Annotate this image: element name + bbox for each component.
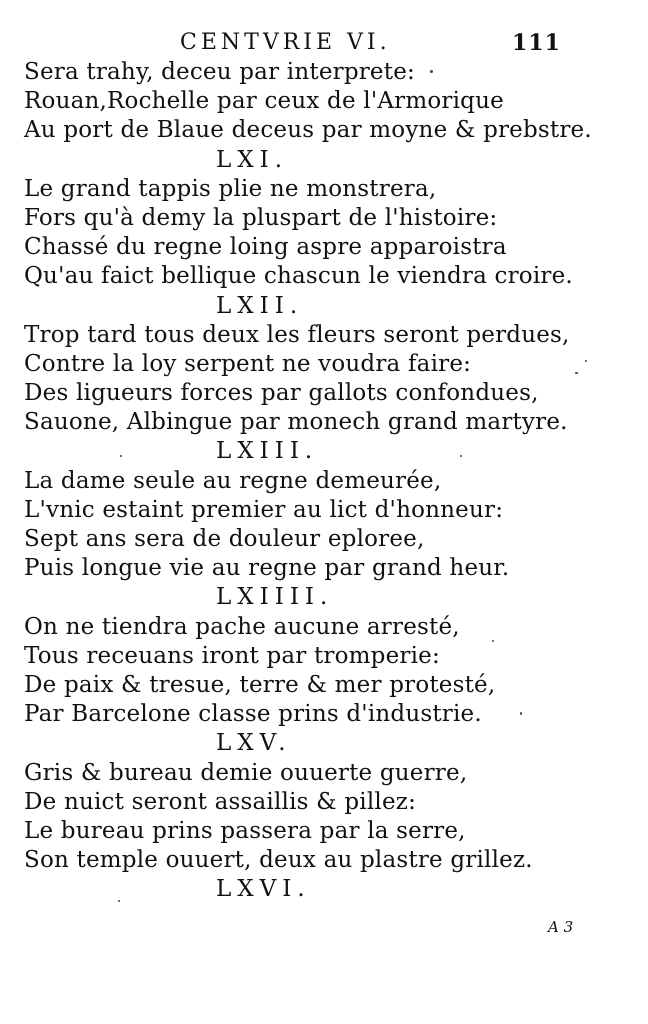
- verse-line: Trop tard tous deux les fleurs seront perdues,: [24, 321, 570, 348]
- verse-line: Son temple ouuert, deux au plastre grillez.: [24, 847, 533, 874]
- verse-line: Par Barcelone classe prins d'industrie.: [24, 701, 482, 728]
- page-number: 111: [512, 30, 561, 56]
- running-head: CENTVRIE VI.: [180, 30, 391, 55]
- ink-speck: [460, 455, 462, 457]
- ink-speck: [118, 900, 120, 902]
- verse-line: Au port de Blaue deceus par moyne & prebstre.: [24, 117, 592, 144]
- verse-line: On ne tiendra pache aucune arresté,: [24, 613, 460, 640]
- ink-speck: [492, 640, 494, 642]
- verse-line: Le bureau prins passera par la serre,: [24, 817, 466, 844]
- verse-line: Rouan,Rochelle par ceux de l'Armorique: [24, 88, 504, 115]
- quatrain-number: LXI.: [216, 146, 289, 173]
- verse-line: Tous receuans iront par tromperie:: [24, 642, 440, 669]
- quatrain-number: LXV.: [216, 730, 292, 757]
- ink-speck: [585, 360, 587, 362]
- verse-line: Qu'au faict bellique chascun le viendra croire.: [24, 263, 573, 290]
- verse-line: Sauone, Albingue par monech grand martyre.: [24, 409, 568, 436]
- ink-speck: [575, 372, 578, 374]
- verse-line: De paix & tresue, terre & mer protesté,: [24, 671, 496, 698]
- verse-line: Sept ans sera de douleur eploree,: [24, 526, 425, 552]
- verse-line: Chassé du regne loing aspre apparoistra: [24, 234, 507, 261]
- quatrain-number: LXIII.: [216, 438, 319, 465]
- verse-line: Fors qu'à demy la pluspart de l'histoire:: [24, 204, 498, 231]
- ink-speck: [430, 70, 433, 73]
- verse-line: L'vnic estaint premier au lict d'honneur:: [24, 496, 504, 523]
- verse-line: Sera trahy, deceu par interprete:: [24, 59, 415, 85]
- quatrain-number: LXIIII.: [216, 584, 334, 611]
- verse-line: Des ligueurs forces par gallots confondues,: [24, 380, 539, 407]
- ink-speck: [120, 455, 122, 457]
- signature-mark: A 3: [548, 918, 574, 936]
- verse-line: Contre la loy serpent ne voudra faire:: [24, 350, 472, 377]
- verse-line: De nuict seront assaillis & pillez:: [24, 788, 417, 815]
- verse-line: Puis longue vie au regne par grand heur.: [24, 555, 510, 582]
- verse-text-block: [24, 58, 624, 904]
- verse-line: La dame seule au regne demeurée,: [24, 467, 442, 494]
- quatrain-number: LXII.: [216, 292, 304, 319]
- verse-line: Gris & bureau demie ouuerte guerre,: [24, 759, 468, 786]
- quatrain-number: LXVI.: [216, 876, 311, 903]
- ink-speck: [520, 712, 522, 715]
- verse-line: Le grand tappis plie ne monstrera,: [24, 175, 437, 202]
